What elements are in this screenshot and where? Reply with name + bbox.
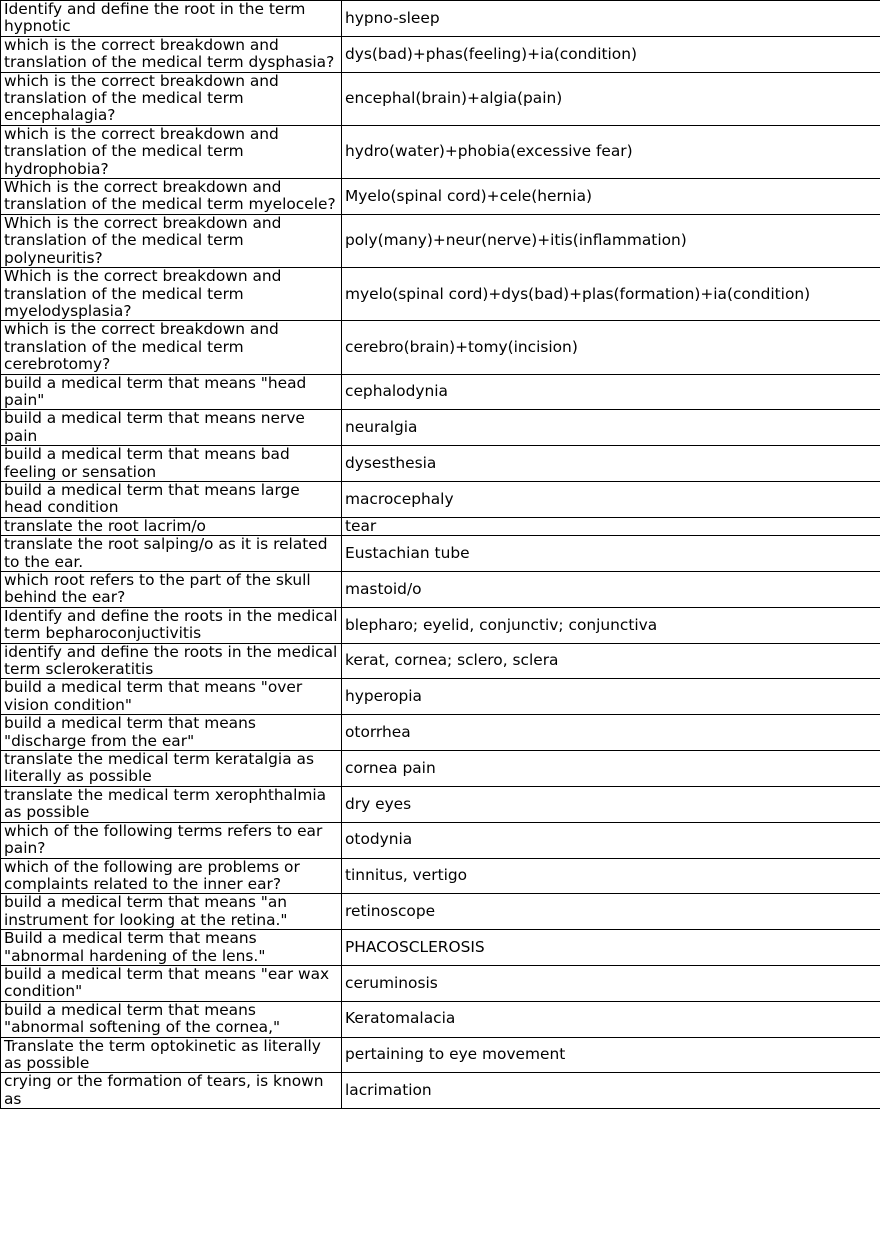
table-row xyxy=(1,179,880,215)
question-cell: build a medical term that means "head pain" xyxy=(1,374,342,410)
answer-cell: retinoscope xyxy=(342,894,880,930)
question-cell: build a medical term that means large head condition xyxy=(1,481,342,517)
question-cell: translate the medical term xerophthalmia as possible xyxy=(1,786,342,822)
question-cell: translate the root salping/o as it is related to the ear. xyxy=(1,536,342,572)
answer-cell: blepharo; eyelid, conjunctiv; conjunctiva xyxy=(342,607,880,643)
table-row xyxy=(1,1,880,37)
question-cell: Identify and define the roots in the medical term bepharoconjuctivitis xyxy=(1,607,342,643)
answer-cell: otodynia xyxy=(342,822,880,858)
question-cell: Translate the term optokinetic as literally as possible xyxy=(1,1037,342,1073)
answer-cell: Keratomalacia xyxy=(342,1001,880,1037)
answer-cell: tear xyxy=(342,517,880,535)
table-row xyxy=(1,679,880,715)
answer-cell: hyperopia xyxy=(342,679,880,715)
question-cell: which is the correct breakdown and translation of the medical term hydrophobia? xyxy=(1,125,342,178)
table-row xyxy=(1,572,880,608)
answer-cell: pertaining to eye movement xyxy=(342,1037,880,1073)
table-row xyxy=(1,786,880,822)
answer-cell: dysesthesia xyxy=(342,446,880,482)
question-cell: build a medical term that means bad feeling or sensation xyxy=(1,446,342,482)
answer-cell: poly(many)+neur(nerve)+itis(inflammation) xyxy=(342,214,880,267)
table-row xyxy=(1,965,880,1001)
table-row xyxy=(1,125,880,178)
answer-cell: PHACOSCLEROSIS xyxy=(342,930,880,966)
question-cell: Which is the correct breakdown and translation of the medical term myelodysplasia? xyxy=(1,268,342,321)
question-cell: translate the medical term keratalgia as literally as possible xyxy=(1,751,342,787)
answer-cell: cephalodynia xyxy=(342,374,880,410)
question-cell: crying or the formation of tears, is known as xyxy=(1,1073,342,1109)
question-cell: build a medical term that means "abnormal softening of the cornea," xyxy=(1,1001,342,1037)
question-cell: build a medical term that means "an instrument for looking at the retina." xyxy=(1,894,342,930)
table-row xyxy=(1,1037,880,1073)
question-cell: Which is the correct breakdown and translation of the medical term polyneuritis? xyxy=(1,214,342,267)
table-row xyxy=(1,446,880,482)
question-cell: which is the correct breakdown and translation of the medical term dysphasia? xyxy=(1,36,342,72)
table-row xyxy=(1,481,880,517)
table-row xyxy=(1,1001,880,1037)
table-row xyxy=(1,374,880,410)
answer-cell: Myelo(spinal cord)+cele(hernia) xyxy=(342,179,880,215)
table-row xyxy=(1,607,880,643)
answer-cell: macrocephaly xyxy=(342,481,880,517)
answer-cell: myelo(spinal cord)+dys(bad)+plas(formation)+ia(condition) xyxy=(342,268,880,321)
answer-cell: kerat, cornea; sclero, sclera xyxy=(342,643,880,679)
question-cell: identify and define the roots in the medical term sclerokeratitis xyxy=(1,643,342,679)
question-cell: which of the following terms refers to ear pain? xyxy=(1,822,342,858)
question-cell: build a medical term that means "over vision condition" xyxy=(1,679,342,715)
table-row xyxy=(1,36,880,72)
answer-cell: ceruminosis xyxy=(342,965,880,1001)
flashcard-table-body xyxy=(1,1,880,1109)
table-row xyxy=(1,1073,880,1109)
answer-cell: mastoid/o xyxy=(342,572,880,608)
table-row xyxy=(1,643,880,679)
answer-cell: otorrhea xyxy=(342,715,880,751)
question-cell: Which is the correct breakdown and translation of the medical term myelocele? xyxy=(1,179,342,215)
answer-cell: lacrimation xyxy=(342,1073,880,1109)
question-cell: translate the root lacrim/o xyxy=(1,517,342,535)
question-cell: build a medical term that means nerve pain xyxy=(1,410,342,446)
table-row xyxy=(1,517,880,535)
answer-cell: Eustachian tube xyxy=(342,536,880,572)
table-row xyxy=(1,321,880,374)
table-row xyxy=(1,72,880,125)
question-cell: Identify and define the root in the term hypnotic xyxy=(1,1,342,37)
answer-cell: dry eyes xyxy=(342,786,880,822)
answer-cell: tinnitus, vertigo xyxy=(342,858,880,894)
table-row xyxy=(1,410,880,446)
table-row xyxy=(1,214,880,267)
answer-cell: cornea pain xyxy=(342,751,880,787)
table-row xyxy=(1,268,880,321)
question-cell: which is the correct breakdown and translation of the medical term encephalagia? xyxy=(1,72,342,125)
table-row xyxy=(1,822,880,858)
question-cell: build a medical term that means "discharge from the ear" xyxy=(1,715,342,751)
answer-cell: hydro(water)+phobia(excessive fear) xyxy=(342,125,880,178)
question-cell: which is the correct breakdown and translation of the medical term cerebrotomy? xyxy=(1,321,342,374)
question-cell: which root refers to the part of the skull behind the ear? xyxy=(1,572,342,608)
table-row xyxy=(1,751,880,787)
question-cell: Build a medical term that means "abnormal hardening of the lens." xyxy=(1,930,342,966)
answer-cell: hypno-sleep xyxy=(342,1,880,37)
table-row xyxy=(1,930,880,966)
answer-cell: cerebro(brain)+tomy(incision) xyxy=(342,321,880,374)
table-row xyxy=(1,858,880,894)
table-row xyxy=(1,715,880,751)
answer-cell: dys(bad)+phas(feeling)+ia(condition) xyxy=(342,36,880,72)
answer-cell: encephal(brain)+algia(pain) xyxy=(342,72,880,125)
table-row xyxy=(1,894,880,930)
table-row xyxy=(1,536,880,572)
question-cell: build a medical term that means "ear wax condition" xyxy=(1,965,342,1001)
answer-cell: neuralgia xyxy=(342,410,880,446)
question-cell: which of the following are problems or complaints related to the inner ear? xyxy=(1,858,342,894)
